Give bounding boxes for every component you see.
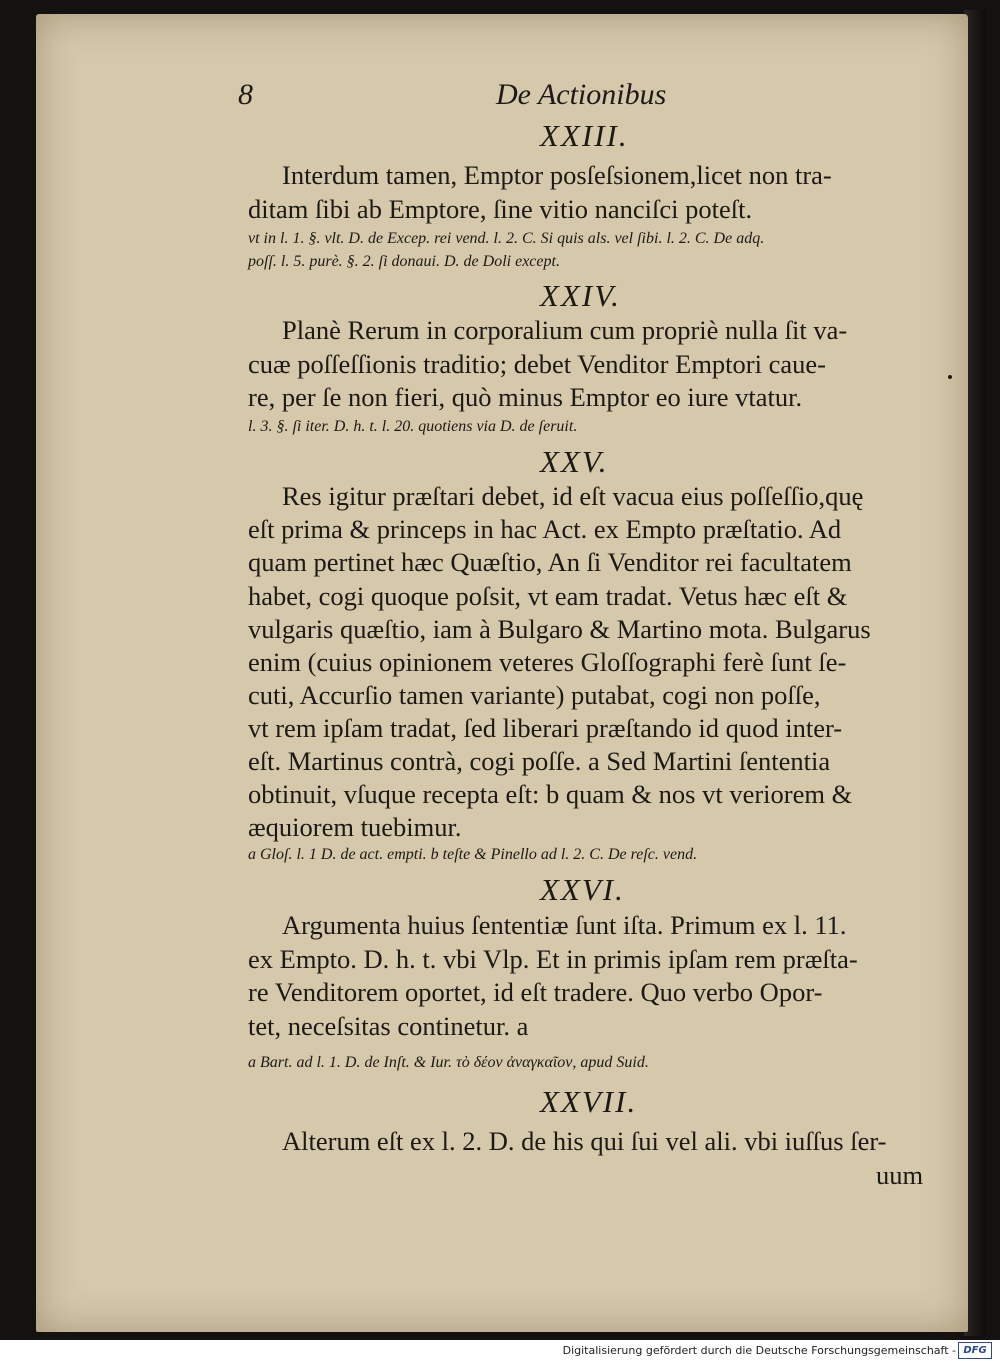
- section-heading: XXV.: [540, 444, 609, 479]
- footnote-line: a Gloſ. l. 1 D. de act. empti. b teſte & Pinello ad l. 2. C. De reſc. vend.: [248, 846, 698, 863]
- text-line: vulgaris quæſtio, iam à Bulgaro & Martino mota. Bulgarus: [248, 614, 871, 644]
- text-line: eſt prima & princeps in hac Act. ex Empto præſtatio. Ad: [248, 514, 842, 544]
- text-line: tet, neceſsitas continetur. a: [248, 1011, 529, 1041]
- text-line: vt rem ipſam tradat, ſed liberari præſtando id quod inter-: [248, 713, 843, 743]
- text-line: ex Empto. D. h. t. vbi Vlp. Et in primis ipſam rem præſta-: [248, 944, 858, 974]
- text-line: Res igitur præſtari debet, id eſt vacua eius poſſeſſio,quę: [282, 481, 864, 511]
- text-line: enim (cuius opinionem veteres Gloſſographi ferè ſunt ſe-: [248, 647, 847, 677]
- text-line: Alterum eſt ex l. 2. D. de his qui ſui vel ali. vbi iuſſus ſer-: [282, 1126, 887, 1156]
- section-heading: XXIII.: [540, 118, 629, 153]
- footnote-line: a Bart. ad l. 1. D. de Inſt. & Iur. τὸ δέον ἀναγκαῖον, apud Suid.: [248, 1054, 649, 1071]
- text-line: æquiorem tuebimur.: [248, 812, 462, 842]
- text-line: re Venditorem oportet, id eſt tradere. Quo verbo Opor-: [248, 977, 823, 1007]
- section-heading: XXVI.: [540, 872, 625, 907]
- footnote-line: l. 3. §. ſi iter. D. h. t. l. 20. quotiens via D. de ſeruit.: [248, 418, 578, 435]
- page-number: 8: [238, 78, 253, 111]
- footer-credit: Digitalisierung gefördert durch die Deutsche Forschungsgemeinschaft -: [562, 1344, 956, 1357]
- text-line: eſt. Martinus contrà, cogi poſſe. a Sed Martini ſententia: [248, 746, 831, 776]
- text-line: cuæ poſſeſſionis traditio; debet Venditor Emptori caue-: [248, 349, 826, 379]
- text-line: Interdum tamen, Emptor posſeſsionem,licet non tra-: [282, 160, 832, 190]
- text-line: cuti, Accurſio tamen variante) putabat, cogi non poſſe,: [248, 680, 821, 710]
- running-title: De Actionibus: [496, 78, 667, 111]
- text-line: Planè Rerum in corporalium cum propriè nulla ſit va-: [282, 315, 848, 345]
- text-line: obtinuit, vſuque recepta eſt: b quam & nos vt veriorem &: [248, 779, 853, 809]
- text-line: ditam ſibi ab Emptore, ſine vitio nanciſci poteſt.: [248, 194, 753, 224]
- footnote-line: poſſ. l. 5. purè. §. 2. ſi donaui. D. de Doli except.: [248, 253, 560, 270]
- section-heading: XXVII.: [540, 1084, 638, 1119]
- dfg-logo: DFG: [958, 1342, 992, 1359]
- text-line: re, per ſe non fieri, quò minus Emptor eo iure vtatur.: [248, 382, 803, 412]
- text-line: quam pertinet hæc Quæſtio, An ſi Venditor rei facultatem: [248, 547, 852, 577]
- footnote-line: vt in l. 1. §. vlt. D. de Excep. rei vend. l. 2. C. Si quis als. vel ſibi. l. 2. C. De adq.: [248, 230, 765, 247]
- catchword: uum: [876, 1160, 924, 1190]
- section-heading: XXIV.: [540, 278, 621, 313]
- text-line: Argumenta huius ſententiæ ſunt iſta. Primum ex l. 11.: [282, 910, 847, 940]
- ink-speck: [948, 375, 952, 379]
- text-line: habet, cogi quoque poſsit, vt eam tradat. Vetus hæc eſt &: [248, 581, 848, 611]
